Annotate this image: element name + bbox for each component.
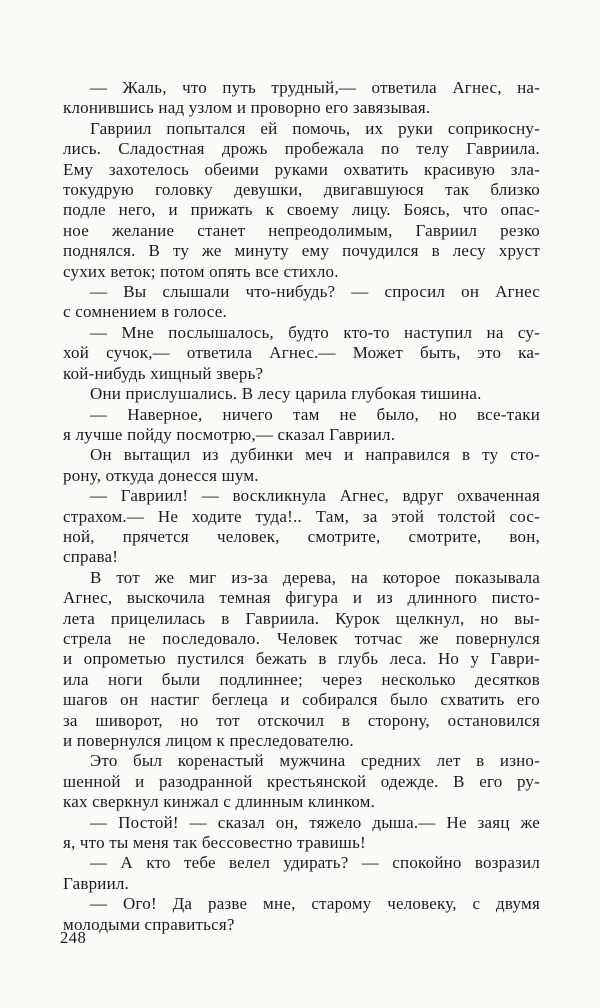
text-line: — А кто тебе велел удирать? — спокойно возразил xyxy=(90,853,540,873)
text-line: клонившись над узлом и проворно его завязывая. xyxy=(63,98,431,118)
text-line: лета прицелилась в Гавриила. Курок щелкнул, но вы- xyxy=(63,608,540,628)
text-line: стрела не последовало. Человек тотчас же повернулся xyxy=(63,628,540,648)
paragraph xyxy=(63,486,540,568)
text-line: и повернулся лицом к преследователю. xyxy=(63,731,354,750)
text-line: поднялся. В ту же минуту ему почудился в лесу хруст xyxy=(63,241,540,261)
text-line: справа! xyxy=(63,547,119,567)
text-line: В тот же миг из-за дерева, на которое показывала xyxy=(90,567,540,587)
text-line: шенной и разодранной крестьянской одежде. В его ру- xyxy=(63,771,540,791)
text-line: — Вы слышали что-нибудь? — спросил он Агнес xyxy=(90,282,540,302)
paragraph xyxy=(63,119,540,282)
text-line: сухих веток; потом опять все стихло. xyxy=(63,261,339,281)
text-line: токудрую головку девушки, двигавшуюся так близко xyxy=(63,180,540,200)
text-line: ное желание станет непреодолимым, Гавриил резко xyxy=(63,220,540,240)
text-line: хой сучок,— ответила Агнес.— Может быть, это ка- xyxy=(63,343,540,363)
text-line: с сомнением в голосе. xyxy=(63,302,227,322)
paragraph xyxy=(63,405,540,446)
text-line: Агнес, выскочила темная фигура и из длинного писто- xyxy=(63,588,540,608)
paragraph xyxy=(63,853,540,894)
text-line: Гавриил попытался ей помочь, их руки соприкосну- xyxy=(90,118,540,138)
text-line: Это был коренастый мужчина средних лет в изно- xyxy=(90,751,540,771)
text-line: и опрометью пустился бежать в глубь леса. Но у Гаври- xyxy=(63,649,540,669)
text-line: шагов он настиг беглеца и собирался было схватить его xyxy=(63,690,540,710)
text-line: кой-нибудь хищный зверь? xyxy=(63,363,264,383)
paragraph xyxy=(63,568,540,752)
text-line: ках сверкнул кинжал с длинным клинком. xyxy=(63,792,376,812)
text-line: ной, прячется человек, смотрите, смотрите, вон, xyxy=(63,526,540,546)
paragraph xyxy=(63,78,540,119)
text-line: рону, откуда донесся шум. xyxy=(63,465,259,485)
text-line: — Ого! Да разве мне, старому человеку, с двумя xyxy=(90,894,540,914)
text-line: — Наверное, ничего там не было, но все-таки xyxy=(90,404,540,424)
text-line: я, что ты меня так бессовестно травишь! xyxy=(63,833,366,853)
paragraph xyxy=(63,323,540,384)
text-line: — Мне послышалось, будто кто-то наступил на су- xyxy=(90,322,540,342)
paragraph xyxy=(63,384,540,404)
paragraph xyxy=(63,751,540,812)
paragraph xyxy=(63,282,540,323)
paragraph xyxy=(63,445,540,486)
text-line: страхом.— Не ходите туда!.. Там, за этой толстой сос- xyxy=(63,506,540,526)
text-line: — Жаль, что путь трудный,— ответила Агнес, на- xyxy=(90,78,540,97)
text-line: — Постой! — сказал он, тяжело дыша.— Не заяц же xyxy=(90,812,540,832)
text-line: молодыми справиться? xyxy=(63,914,235,934)
text-line: я лучше пойду посмотрю,— сказал Гавриил. xyxy=(63,424,396,444)
text-line: лись. Сладостная дрожь пробежала по телу Гавриила. xyxy=(63,139,540,159)
text-line: — Гавриил! — воскликнула Агнес, вдруг охваченная xyxy=(90,486,540,506)
text-line: Гавриил. xyxy=(63,873,130,893)
text-line: ила ноги были подлиннее; через несколько десятков xyxy=(63,669,540,689)
paragraph xyxy=(63,894,540,935)
paragraph xyxy=(63,813,540,854)
page-text xyxy=(63,78,540,935)
text-line: Они прислушались. В лесу царила глубокая тишина. xyxy=(90,384,482,404)
page-number: 248 xyxy=(60,928,87,947)
text-line: Ему захотелось обеими руками охватить красивую зла- xyxy=(63,159,540,179)
text-line: Он вытащил из дубинки меч и направился в ту сто- xyxy=(90,445,540,465)
text-line: за шиворот, но тот отскочил в сторону, остановился xyxy=(63,710,540,730)
text-line: подле него, и прижать к своему лицу. Боясь, что опас- xyxy=(63,200,540,220)
